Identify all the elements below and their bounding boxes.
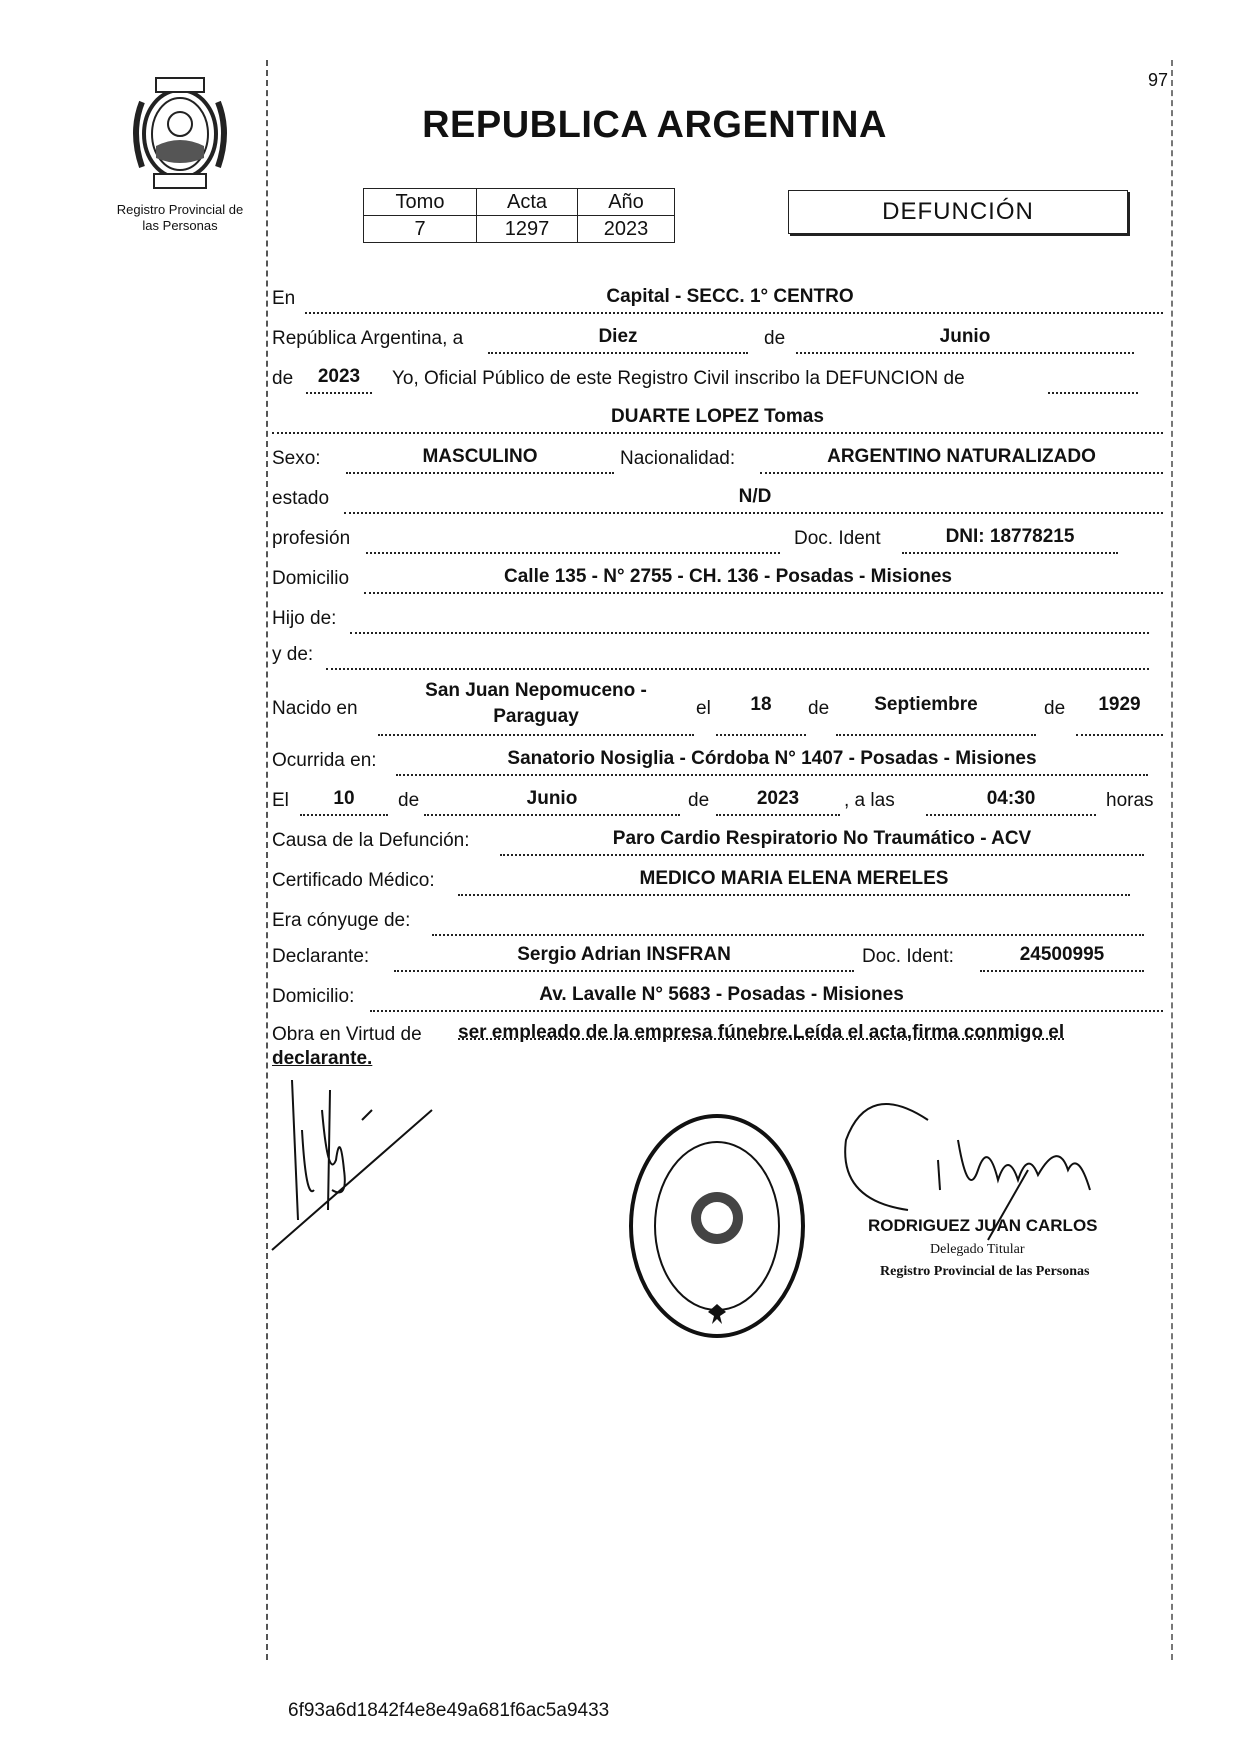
certificado-dots: [458, 894, 1130, 896]
estado-label: estado: [272, 488, 330, 509]
certificado-value: MEDICO MARIA ELENA MERELES: [639, 868, 949, 889]
deceased-name: DUARTE LOPEZ Tomas: [611, 406, 824, 427]
decl-doc-label: Doc. Ident:: [862, 946, 954, 967]
document-hash: 6f93a6d1842f4e8e49a681f6ac5a9433: [288, 1700, 610, 1721]
decl-domicilio-dots: [370, 1010, 1163, 1012]
inscribo-dots: [1048, 392, 1138, 394]
en-value: Capital - SECC. 1° CENTRO: [606, 286, 854, 307]
registry-table-value-row: [364, 216, 675, 243]
value-acta: 1297: [477, 216, 578, 243]
profesion-dots: [366, 552, 780, 554]
causa-value: Paro Cardio Respiratorio No Traumático - ACV: [612, 828, 1032, 849]
registry-table-header-row: [364, 189, 675, 216]
causa-dots: [500, 854, 1144, 856]
causa-label: Causa de la Defunción:: [272, 830, 470, 851]
republica-label: República Argentina, a: [272, 328, 464, 349]
hijo-dots: [350, 632, 1149, 634]
death-time: 04:30: [986, 788, 1036, 809]
estado-dots: [344, 512, 1163, 514]
birth-day-dots: [716, 734, 806, 736]
birth-year-dots: [1076, 734, 1163, 736]
death-de2-label: de: [688, 790, 710, 811]
alas-label: , a las: [844, 790, 895, 811]
header-acta: Acta: [477, 189, 578, 216]
doc-ident-dots: [902, 552, 1118, 554]
registry-label-line2: las Personas: [142, 218, 218, 233]
domicilio-label: Domicilio: [272, 568, 350, 589]
official-office: Registro Provincial de las Personas: [880, 1264, 1090, 1279]
birth-de1-label: de: [808, 698, 830, 719]
ocurrida-label: Ocurrida en:: [272, 750, 377, 771]
nacionalidad-label: Nacionalidad:: [620, 448, 736, 469]
nacido-label: Nacido en: [272, 698, 358, 719]
conyuge-label: Era cónyuge de:: [272, 910, 411, 931]
registry-label-line1: Registro Provincial de: [116, 202, 244, 217]
en-dots: [305, 312, 1163, 314]
day-value: Diez: [598, 326, 638, 347]
year-value: 2023: [317, 366, 361, 387]
de-label: de: [764, 328, 786, 349]
decl-domicilio-value: Av. Lavalle N° 5683 - Posadas - Misiones: [539, 984, 904, 1005]
death-time-dots: [926, 814, 1096, 816]
nacido-dots: [378, 734, 694, 736]
page-title: REPUBLICA ARGENTINA: [422, 104, 887, 146]
sexo-dots: [346, 472, 614, 474]
death-year: 2023: [756, 788, 800, 809]
declarante-dots: [394, 970, 854, 972]
declarante-value: Sergio Adrian INSFRAN: [517, 944, 731, 965]
declarante-label: Declarante:: [272, 946, 370, 967]
death-el-label: El: [272, 790, 289, 811]
left-margin-line: [266, 60, 268, 1660]
birth-month: Septiembre: [874, 694, 978, 715]
document-type-box: DEFUNCIÓN: [788, 190, 1128, 234]
nacido-value-line2: Paraguay: [493, 706, 579, 727]
domicilio-value: Calle 135 - N° 2755 - CH. 136 - Posadas - Misiones: [504, 566, 952, 587]
domicilio-dots: [364, 592, 1163, 594]
death-month: Junio: [526, 788, 578, 809]
decl-doc-value: 24500995: [1019, 944, 1105, 965]
obra-value-line2: declarante.: [272, 1048, 373, 1069]
death-year-dots: [716, 814, 840, 816]
el-label: el: [696, 698, 711, 719]
page-number: 97: [1148, 70, 1169, 90]
conyuge-dots: [432, 934, 1144, 936]
inscribo-text: Yo, Oficial Público de este Registro Civil inscribo la DEFUNCION de: [392, 368, 965, 389]
sexo-label: Sexo:: [272, 448, 321, 469]
year-prefix-label: de: [272, 368, 294, 389]
right-margin-line: [1171, 60, 1173, 1660]
doc-ident-value: DNI: 18778215: [945, 526, 1075, 547]
ocurrida-value: Sanatorio Nosiglia - Córdoba N° 1407 - Posadas - Misiones: [507, 748, 1037, 769]
ocurrida-dots: [396, 774, 1148, 776]
official-title: Delegado Titular: [930, 1242, 1025, 1257]
month-value: Junio: [939, 326, 991, 347]
yde-dots: [326, 668, 1149, 670]
birth-day: 18: [750, 694, 772, 715]
value-tomo: 7: [364, 216, 477, 243]
declarant-signature: [232, 1070, 442, 1270]
nacionalidad-dots: [760, 472, 1163, 474]
decl-domicilio-label: Domicilio:: [272, 986, 355, 1007]
hijo-label: Hijo de:: [272, 608, 337, 629]
doc-ident-label: Doc. Ident: [794, 528, 881, 549]
year-dots: [306, 392, 372, 394]
value-anio: 2023: [578, 216, 675, 243]
month-dots: [796, 352, 1134, 354]
death-day: 10: [333, 788, 355, 809]
estado-value: N/D: [738, 486, 772, 507]
horas-label: horas: [1106, 790, 1154, 811]
yde-label: y de:: [272, 644, 314, 665]
birth-month-dots: [836, 734, 1036, 736]
nacido-value-line1: San Juan Nepomuceno -: [425, 680, 647, 701]
nacionalidad-value: ARGENTINO NATURALIZADO: [827, 446, 1096, 467]
name-dots: [272, 432, 1163, 434]
official-name: RODRIGUEZ JUAN CARLOS: [868, 1216, 1098, 1235]
en-label: En: [272, 288, 296, 309]
profesion-label: profesión: [272, 528, 351, 549]
birth-year: 1929: [1098, 694, 1141, 715]
header-anio: Año: [578, 189, 675, 216]
registry-table: [363, 188, 675, 243]
header-tomo: Tomo: [364, 189, 477, 216]
decl-doc-dots: [980, 970, 1144, 972]
birth-de2-label: de: [1044, 698, 1066, 719]
obra-label: Obra en Virtud de: [272, 1024, 422, 1045]
day-dots: [488, 352, 748, 354]
official-seal: [626, 1112, 808, 1340]
registry-label: [100, 202, 260, 234]
certificado-label: Certificado Médico:: [272, 870, 435, 891]
death-de1-label: de: [398, 790, 420, 811]
sexo-value: MASCULINO: [422, 446, 538, 467]
death-day-dots: [300, 814, 388, 816]
death-month-dots: [424, 814, 680, 816]
obra-value-line1: ser empleado de la empresa fúnebre.Leída el acta,firma conmigo el: [458, 1022, 1065, 1043]
